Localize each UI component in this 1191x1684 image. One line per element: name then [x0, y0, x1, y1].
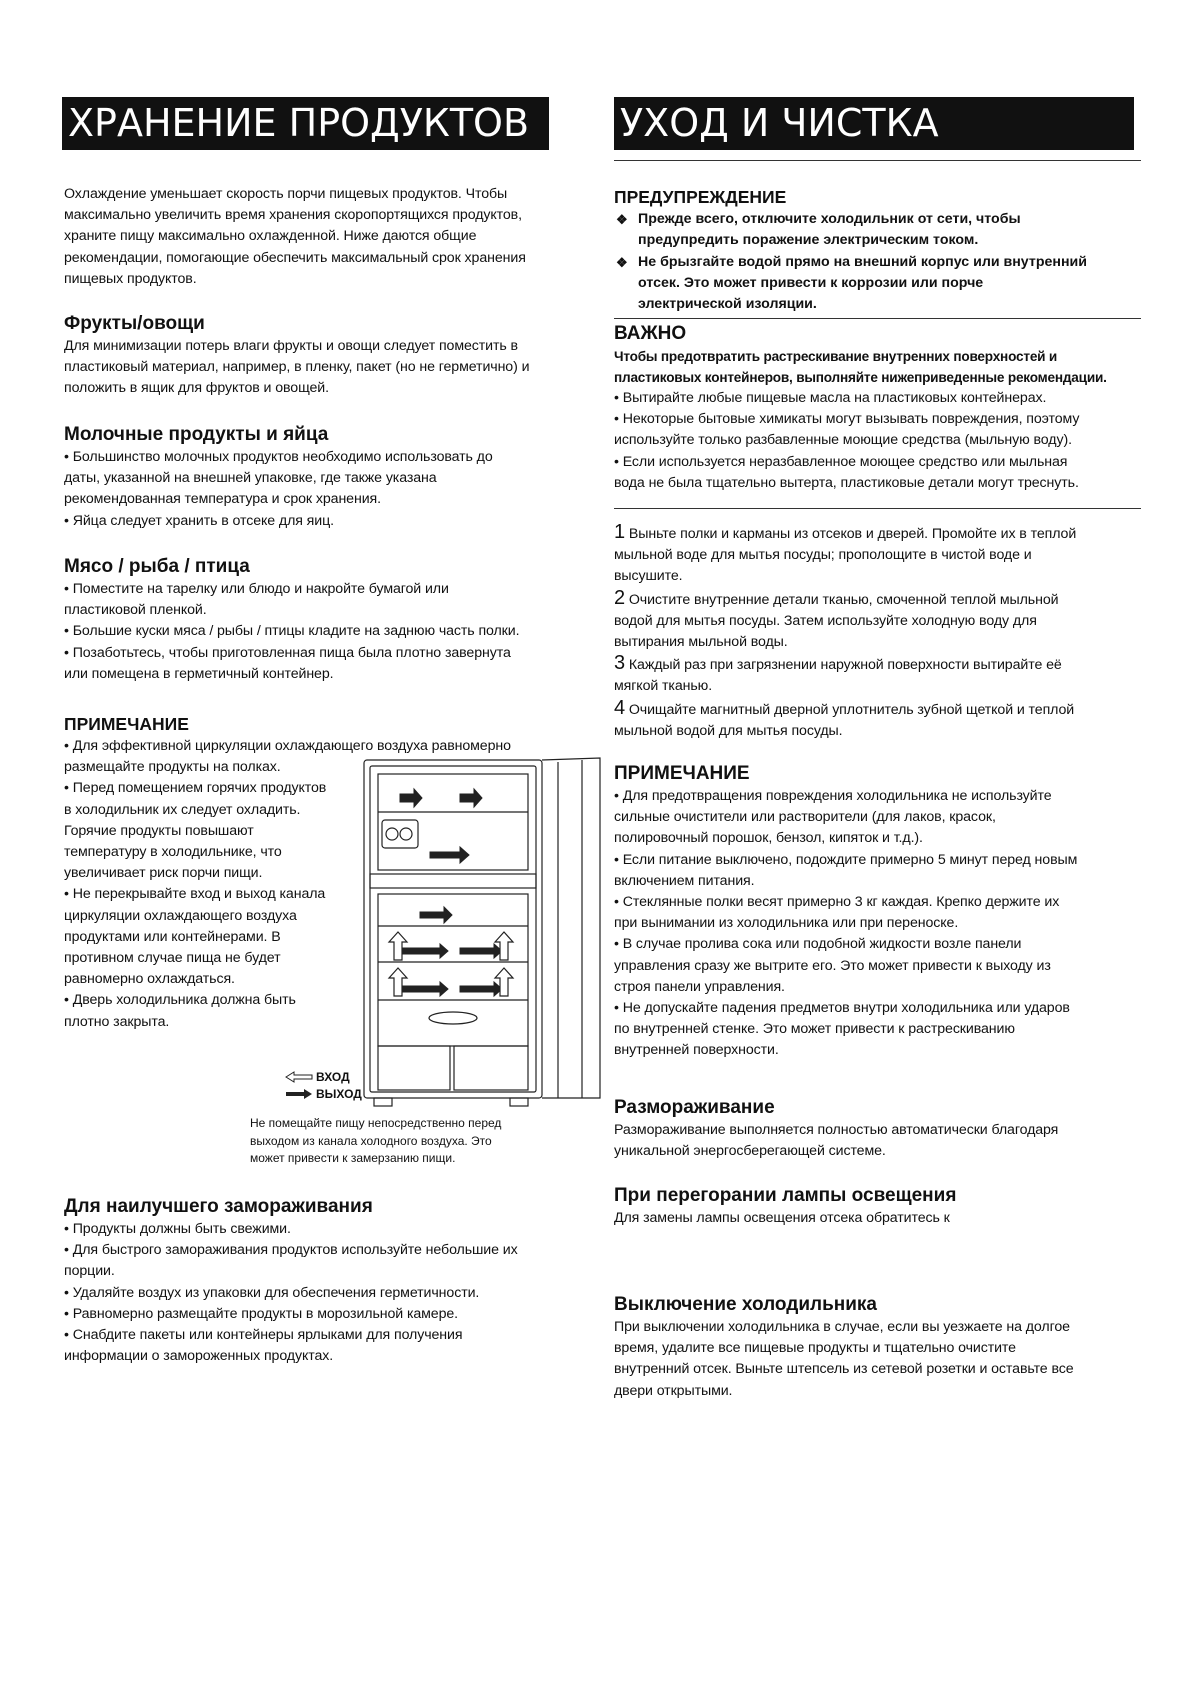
section-title: ПРЕДУПРЕЖДЕНИЕ: [614, 187, 787, 207]
section-important: ВАЖНО Чтобы предотвратить растрескивание внутренних поверхностей и пластиковых контейнеров, выполняйте нижеприведенные рекомендации. • Вытирайте любые пищевые масла на пластиковых контейнерах. • Некоторые бытовые химикаты могут вызывать повреждения, поэтому используйте только разбавленные моющие средства (мыльную воду). • Если используется неразбавленное моющее средство или мыльная вода не была тщательно вытерта, пластиковые детали могут треснуть.: [614, 322, 1134, 494]
section-banner-care: УХОД И ЧИСТКА: [614, 97, 1134, 150]
section-freezing: Для наилучшего замораживания • Продукты должны быть свежими. • Для быстрого замораживания продуктов используйте небольшие их порции. • Удаляйте воздух из упаковки для обеспечения герметичности. • Равномерно размещайте продукты в морозильной камере. • Снабдите пакеты или контейнеры ярлыками для получения информации о замороженных продуктах.: [64, 1195, 594, 1367]
diamond-bullet-icon: ❖: [616, 254, 628, 270]
diamond-bullet-icon: ❖: [616, 212, 628, 227]
section-title: ПРИМЕЧАНИЕ: [64, 714, 189, 734]
banner-rule: [614, 160, 1141, 161]
step-number: 4: [614, 696, 626, 719]
warning-item: ❖ Прежде всего, отключите холодильник от сети, чтобы предупредить поражение электрическим током.: [616, 211, 1021, 249]
section-banner-storage: ХРАНЕНИЕ ПРОДУКТОВ: [62, 97, 549, 150]
legend-in-label: ВХОД: [316, 1070, 350, 1084]
legend-out-label: ВЫХОД: [316, 1087, 362, 1101]
section-title: Выключение холодильника: [614, 1294, 877, 1315]
section-title: Для наилучшего замораживания: [64, 1196, 373, 1217]
cleaning-steps: [614, 522, 1134, 742]
figure-caption: Не помещайте пищу непосредственно перед выходом из канала холодного воздуха. Это может привести к замерзанию пищи.: [250, 1116, 502, 1165]
section-switch-off: Выключение холодильника При выключении холодильника в случае, если вы уезжаете на долгое время, удалите все пищевые продукты и тщательно очистите внутренний отсек. Выньте штепсель из сетевой розетки и оставьте все двери открытыми.: [614, 1293, 1134, 1402]
section-title: Фрукты/овощи: [64, 313, 205, 334]
step-item: 1 Выньте полки и карманы из отсеков и дверей. Промойте их в теплой мыльной воде для мытья посуды; прополощите в чистой воде и высушите.: [614, 521, 1077, 585]
fridge-airflow-diagram: [360, 756, 610, 1116]
section-title: ВАЖНО: [614, 323, 687, 344]
step-item: 2 Очистите внутренние детали тканью, смоченной теплой мыльной водой для мытья посуды. Затем используйте холодную воду для вытирания мыльной воды.: [614, 586, 1059, 651]
section-title: Размораживание: [614, 1097, 775, 1118]
step-number: 2: [614, 586, 626, 609]
divider: [614, 318, 1141, 319]
step-item: 3 Каждый раз при загрязнении наружной поверхности вытирайте её мягкой тканью.: [614, 652, 1062, 695]
divider: [614, 508, 1141, 509]
section-warning: [614, 185, 1134, 315]
section-meat: Мясо / рыба / птица • Поместите на тарелку или блюдо и накройте бумагой или пластиковой пленкой. • Большие куски мяса / рыбы / птицы кладите на заднюю часть полки. • Позаботьтесь, чтобы приготовленная пища была плотно завернута или помещена в герметичный контейнер.: [64, 555, 594, 685]
section-title: Мясо / рыба / птица: [64, 556, 250, 577]
legend-in-arrow-icon: [284, 1071, 314, 1083]
step-number: 1: [614, 521, 626, 543]
section-note-left: ПРИМЕЧАНИЕ • Для эффективной циркуляции охлаждающего воздуха равномерно размещайте продукты на полках. • Перед помещением горячих продуктов в холодильник их следует охладить. Горячие продукты повышают температуру в холодильнике, что увеличивает риск порчи пищи. • Не перекрывайте вход и выход канала циркуляции охлаждающего воздуха продуктами или контейнерами. В противном случае пища не будет равномерно охлаждаться. • Дверь холодильника должна быть плотно закрыта.: [64, 712, 594, 1033]
legend-out-arrow-icon: [284, 1088, 314, 1100]
section-title: Молочные продукты и яйца: [64, 424, 329, 445]
section-lamp: При перегорании лампы освещения Для замены лампы освещения отсека обратитесь к: [614, 1184, 1134, 1229]
step-item: 4 Очищайте магнитный дверной уплотнитель зубной щеткой и теплой мыльной водой для мытья посуды.: [614, 696, 1075, 739]
intro-paragraph: Охлаждение уменьшает скорость порчи пищевых продуктов. Чтобы максимально увеличить время хранения скоропортящихся продуктов, храните пищу максимально охлажденной. Ниже даются общие рекомендации, помогающие обеспечить максимальный срок хранения пищевых продуктов.: [64, 186, 526, 287]
step-number: 3: [614, 652, 626, 675]
section-dairy: Молочные продукты и яйца • Большинство молочных продуктов необходимо использовать до даты, указанной на внешней упаковке, где также указана рекомендованная температура и срок хранения. • Яйца следует хранить в отсеке для яиц.: [64, 423, 594, 532]
section-title: ПРИМЕЧАНИЕ: [614, 763, 750, 784]
section-title: При перегорании лампы освещения: [614, 1185, 957, 1206]
section-fruits: Фрукты/овощи Для минимизации потерь влаги фрукты и овощи следует поместить в пластиковый материал, например, в пленку, пакет (но не герметично) и положить в ящик для фруктов и овощей.: [64, 312, 594, 400]
section-note-right: ПРИМЕЧАНИЕ • Для предотвращения повреждения холодильника не используйте сильные очистители или растворители (для лаков, красок, полировочный порошок, бензол, кипяток и т.д.). • Если питание выключено, подождите примерно 5 минут перед новым включением питания. • Стеклянные полки весят примерно 3 кг каждая. Крепко держите их при вынимании из холодильника или при переноске. • В случае пролива сока или подобной жидкости возле панели управления сразу же вытрите его. Это может привести к выходу из строя панели управления. • Не допускайте падения предметов внутри холодильника или ударов по внутренней стенке. Это может привести к растрескиванию внутренней поверхности.: [614, 762, 1134, 1062]
section-defrost: Размораживание Размораживание выполняется полностью автоматически благодаря уникальной энергосберегающей системе.: [614, 1096, 1134, 1162]
warning-item: ❖ Не брызгайте водой прямо на внешний корпус или внутренний отсек. Это может привести к коррозии или порче электрической изоляции.: [616, 253, 1087, 313]
